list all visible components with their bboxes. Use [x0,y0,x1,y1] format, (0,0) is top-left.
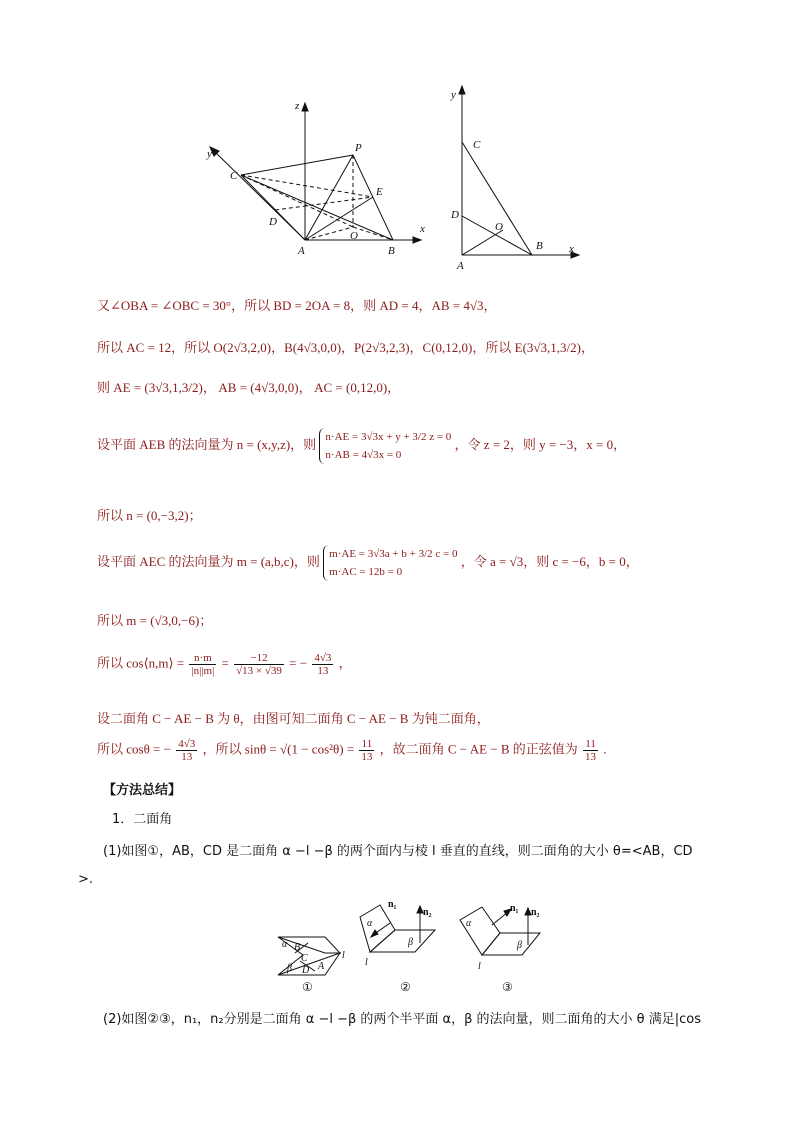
fig1-l: l [342,950,345,961]
point-label-P: P [355,142,362,154]
solution-line-6 [97,545,639,581]
fig2-n2: n₂ [423,907,432,918]
equation-system-m [323,545,457,581]
point-label-A: A [298,245,305,257]
fig3-l: l [478,961,481,972]
summary-paragraph-2: (2)如图②③，n₁，n₂分别是二面角 α −l −β 的两个半平面 α，β 的法向量，则二面角的大小 θ 满足|cos [103,1012,702,1027]
fig1-C: C [301,953,308,964]
fig3-alpha: α [466,918,472,929]
normal-m-intro: 设平面 AEC 的法向量为 m = (a,b,c)，则 [97,553,320,569]
fraction-neg12: $\frac{-12}{√13 \times √39}$ [236,652,282,677]
fig2-l: l [365,957,368,968]
fig2-label: ② [400,980,411,994]
normal-n-intro: 设平面 AEB 的法向量为 n = (x,y,z)，则 [97,436,317,452]
dihedral-figures [270,895,560,1000]
axis-label-x-right: x [569,243,574,255]
fig2-n1: n₁ [388,899,397,910]
fig3-label: ③ [502,980,513,994]
fig1-D: D [302,965,310,976]
fig2-beta: β [408,937,413,948]
fig3-beta: β [517,940,522,951]
fig1-beta: β [287,963,292,974]
vector-AC: AC = (0,12,0)， [314,380,401,395]
point-label-D: D [269,216,277,228]
summary-paragraph-1b: >. [78,872,94,887]
cos-intro: 所以 cos⟨n,m⟩ = [97,655,185,671]
point-label-A-right: A [457,260,464,272]
axis-label-y: y [207,148,212,160]
point-label-B-right: B [536,240,543,252]
solution-line-9: 设二面角 C − AE − B 为 θ，由图可知二面角 C − AE − B 为钝二面角， [97,711,490,726]
fraction-sin-theta: $\frac{11}{13}$ [361,738,373,763]
system-m-eq1: m·AE = 3√3a + b + 3/2 c = 0 [329,548,458,560]
point-label-B: B [388,245,395,257]
fraction-cos-theta: $\frac{4√3}{13}$ [178,738,196,763]
method-summary-heading: 【方法总结】 [103,783,182,798]
solution-line-5: 所以 n = (0,−3,2)； [97,508,202,523]
fig2-alpha: α [367,918,373,929]
system-n-eq1: n·AE = 3√3x + y + 3/2 z = 0 [325,431,452,443]
point-label-O-right: O [495,221,503,233]
axis-label-x: x [420,223,425,235]
fig3-n1: n₁ [510,903,519,914]
fig1-A: A [318,961,325,972]
point-label-D-right: D [451,209,459,221]
solution-line-1: 又∠OBA = ∠OBC = 30°，所以 BD = 2OA = 8，则 AD = 4，AB = 4√3， [97,298,497,313]
pyramid-3d-figure [195,95,435,260]
solution-line-10: 所以 cosθ = − $\frac{4√3}{13}$ ，所以 sinθ = √(1 − cos²θ) = $\frac{11}{13}$ ，故二面角 C − AE − B 的正弦值为 $\frac{11}{13}$ . [97,738,607,763]
solution-line-3 [97,377,400,396]
summary-item-1: 1．二面角 [112,812,173,827]
triangle-2d-figure [445,82,595,272]
solution-line-2: 所以 AC = 12，所以 O(2√3,2,0)，B(4√3,0,0)，P(2√3,2,3)，C(0,12,0)，所以 E(3√3,1,3/2)， [97,340,594,355]
point-label-C: C [230,170,238,182]
axis-label-y-right: y [451,89,456,101]
fig1-B: B [294,942,301,953]
solution-line-4 [97,428,626,464]
point-label-C-right: C [473,139,481,151]
equation-system-n [319,428,451,464]
line3-prefix: 则 [97,380,111,395]
solution-line-8: 所以 cos⟨n,m⟩ = $\frac{n\cdot m}{|n||m|}$ = $\frac{-12}{√13 \times √39}$ = − $\frac{4√3}{13}$ ， [97,652,352,677]
point-label-O: O [350,230,358,242]
fig1-label: ① [302,980,313,994]
normal-n-solve: ，令 z = 2，则 y = −3，x = 0， [454,436,627,452]
summary-paragraph-1a: (1)如图①，AB，CD 是二面角 α −l −β 的两个面内与棱 l 垂直的直线，则二面角的大小 θ=<AB，CD [103,844,693,859]
vector-AE: AE = (3√3,1,3/2)， [113,380,216,395]
vector-AB: AB = (4√3,0,0)， [218,380,312,395]
fraction-answer: $\frac{11}{13}$ [585,738,597,763]
fig3-n2: n₂ [531,907,540,918]
fraction-result: $\frac{4√3}{13}$ [314,652,332,677]
system-m-eq2: m·AC = 12b = 0 [329,566,403,578]
normal-m-solve: ，令 a = √3，则 c = −6，b = 0， [460,553,639,569]
solution-line-7: 所以 m = (√3,0,−6)； [97,613,213,628]
point-label-E: E [376,186,383,198]
fig1-alpha: α [282,939,288,950]
fraction-dot-over-norms: $\frac{n\cdot m}{|n||m|}$ [191,652,215,677]
system-n-eq2: n·AB = 4√3x = 0 [325,449,402,461]
axis-label-z: z [295,100,300,112]
